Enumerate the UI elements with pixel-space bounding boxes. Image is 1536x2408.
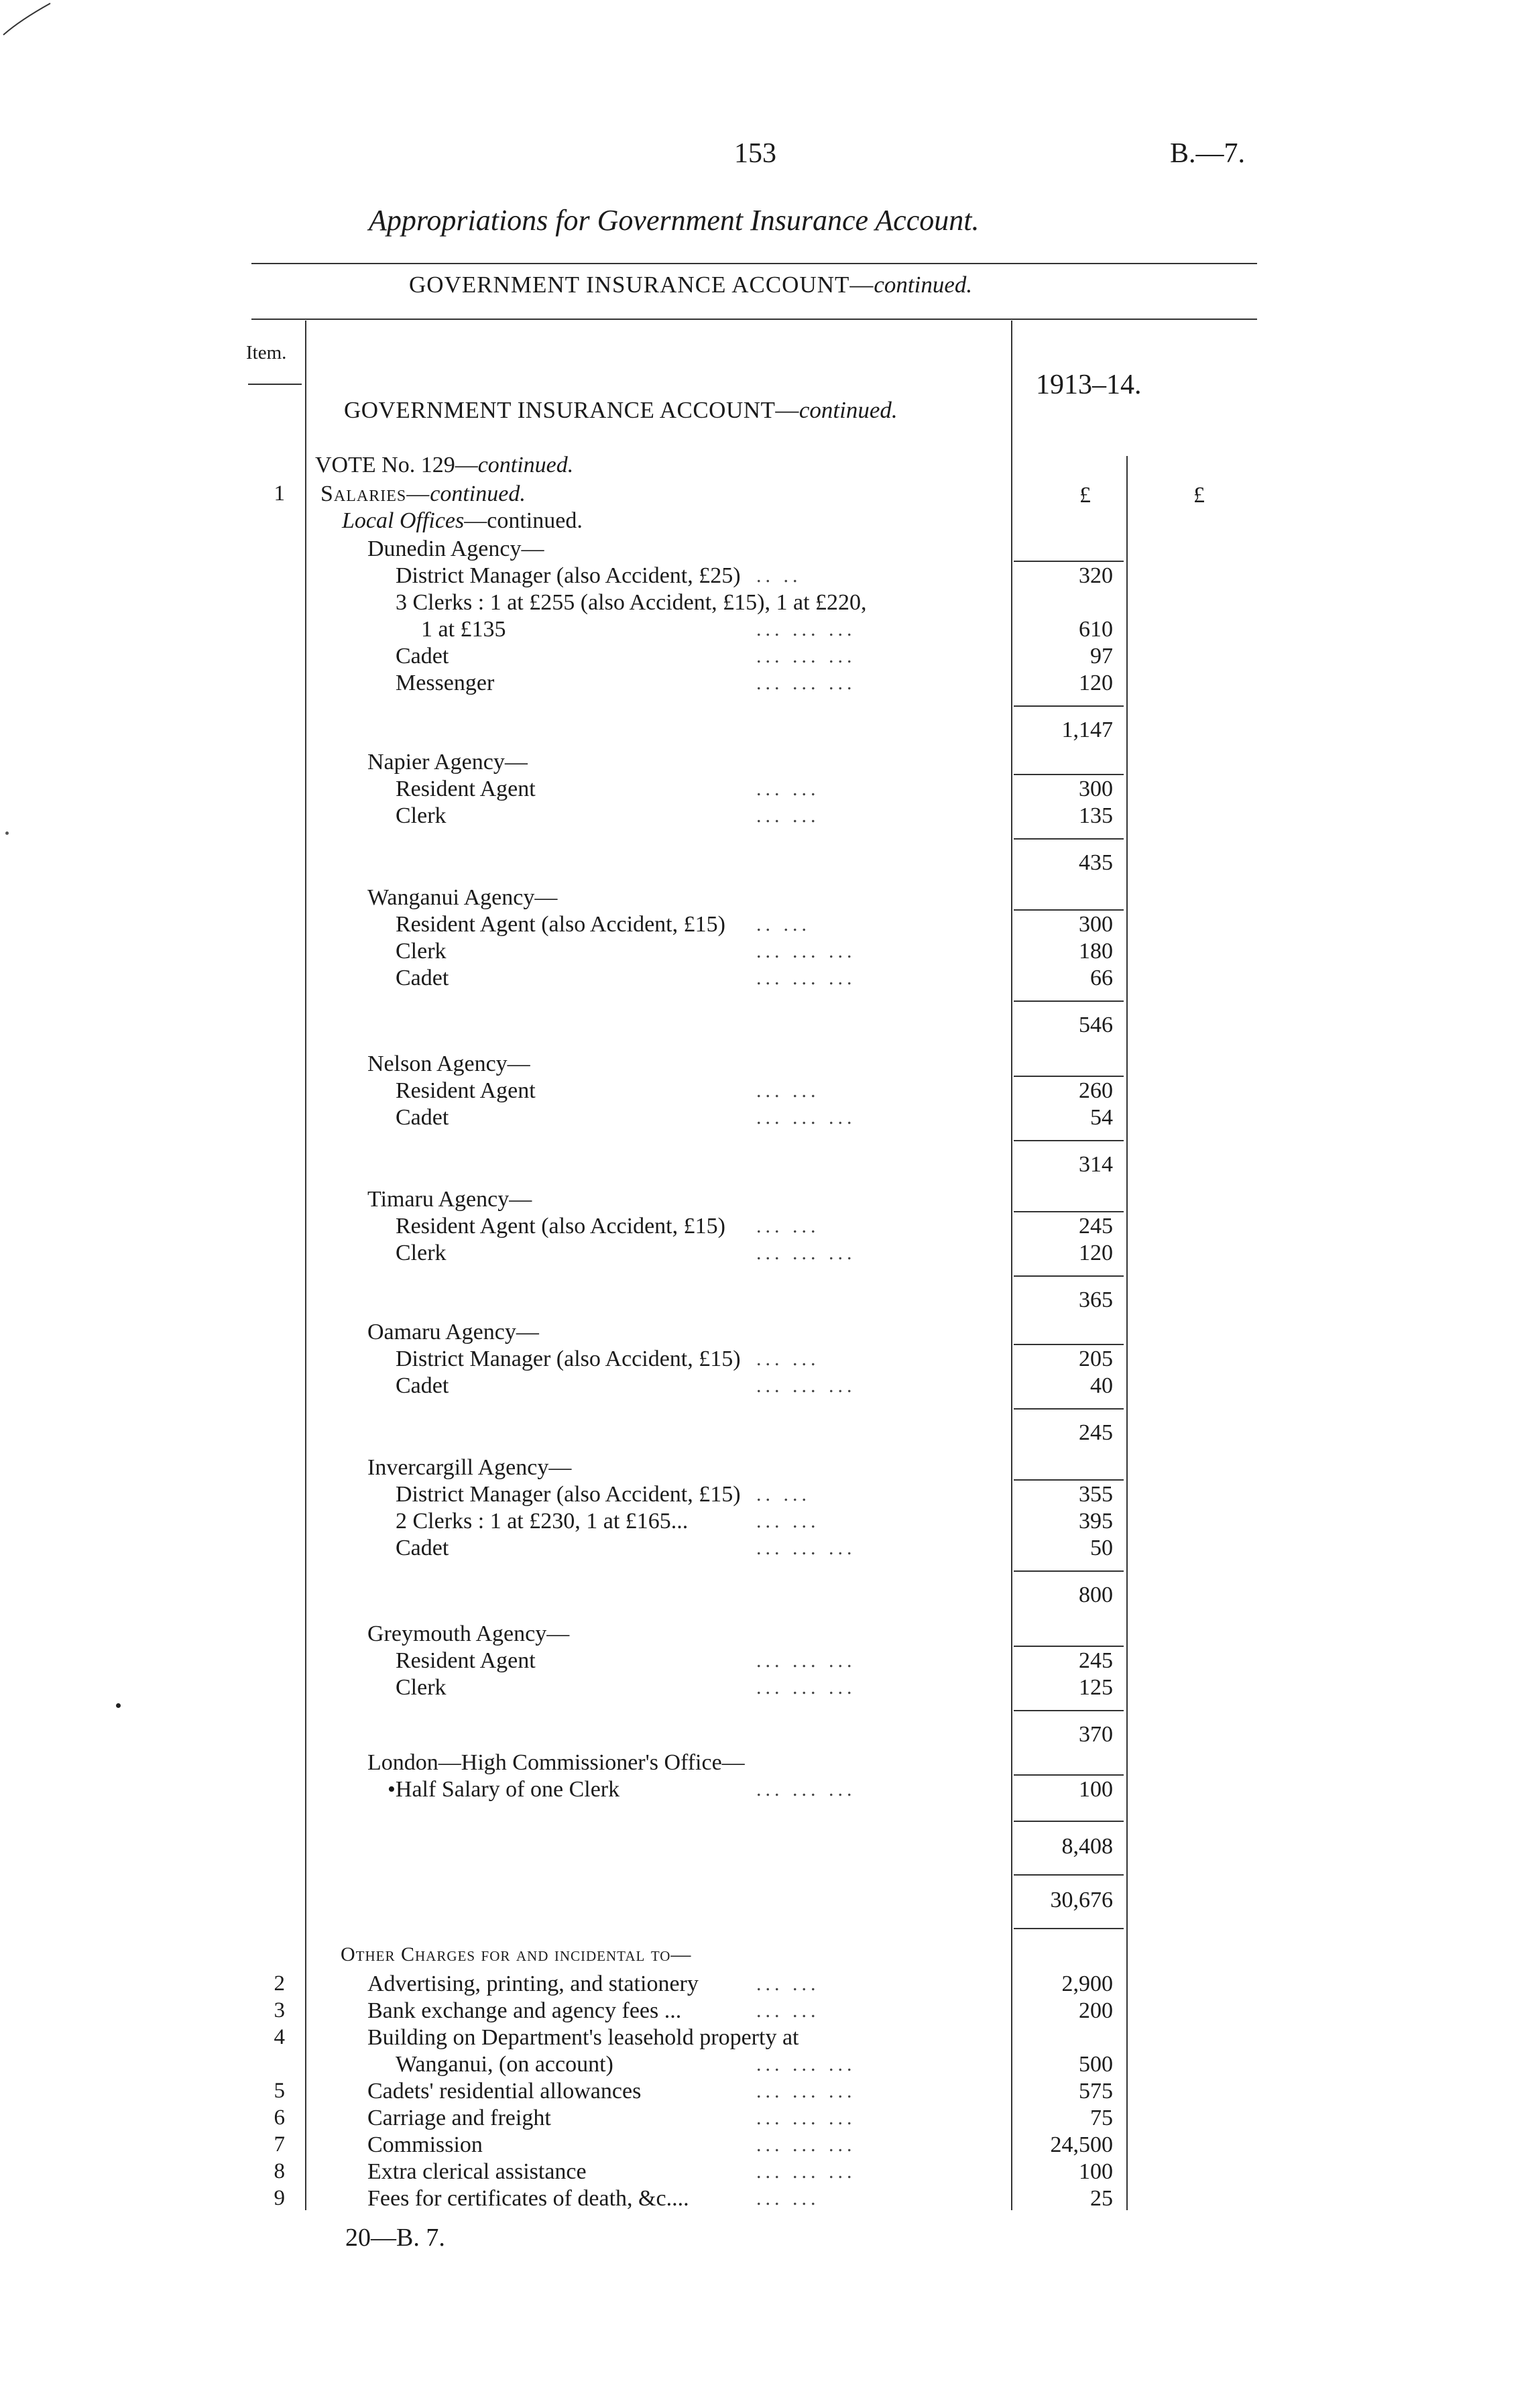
agency-line-dots: ... ... bbox=[756, 1510, 820, 1532]
charge-item-number: 2 bbox=[274, 1971, 285, 1996]
charge-item-text: Carriage and freight bbox=[367, 2106, 551, 2130]
agency-line-amount: 395 bbox=[1079, 1509, 1113, 1534]
london-line: •Half Salary of one Clerk bbox=[388, 1777, 620, 1802]
agency-name: Invercargill Agency— bbox=[367, 1455, 572, 1480]
charge-item-number: 8 bbox=[274, 2159, 285, 2183]
agency-line-amount: 205 bbox=[1079, 1346, 1113, 1371]
agency-line-dots: ... ... ... bbox=[756, 967, 856, 989]
charge-item-text: Commission bbox=[367, 2132, 483, 2157]
agency-line-amount: 260 bbox=[1079, 1078, 1113, 1103]
agency-total: 245 bbox=[1079, 1420, 1113, 1445]
agency-top-rule bbox=[1014, 1344, 1124, 1345]
london-rule bbox=[1014, 1774, 1124, 1776]
agency-line: Cadet bbox=[396, 1105, 449, 1130]
agency-line: Resident Agent bbox=[396, 1648, 536, 1673]
currency-symbol-2: £ bbox=[1193, 483, 1205, 508]
charge-item-number: 6 bbox=[274, 2106, 285, 2130]
item-number: 1 bbox=[274, 481, 285, 506]
agency-line-amount: 245 bbox=[1079, 1214, 1113, 1239]
agency-line: Resident Agent (also Accident, £15) bbox=[396, 912, 725, 937]
charge-item-text: Cadets' residential allowances bbox=[367, 2079, 642, 2104]
agency-line: Clerk bbox=[396, 803, 447, 828]
scan-speck bbox=[116, 1703, 121, 1708]
agency-line-amount: 120 bbox=[1079, 1241, 1113, 1265]
charge-item-amount: 100 bbox=[1079, 2159, 1113, 2184]
agency-total: 314 bbox=[1079, 1152, 1113, 1177]
agency-total-rule bbox=[1014, 1710, 1124, 1711]
local-offices-total-rule bbox=[1014, 1874, 1124, 1876]
agency-line: Cadet bbox=[396, 1536, 449, 1560]
agency-name: Nelson Agency— bbox=[367, 1051, 530, 1076]
amount-column-right-border bbox=[1126, 456, 1128, 2210]
agency-top-rule bbox=[1014, 909, 1124, 911]
agency-line-dots: ... ... bbox=[756, 1215, 820, 1237]
agency-name: Napier Agency— bbox=[367, 750, 528, 775]
local-offices-total: 8,408 bbox=[1061, 1834, 1113, 1859]
agency-total-rule bbox=[1014, 838, 1124, 840]
agency-name: Dunedin Agency— bbox=[367, 536, 544, 561]
charge-item-amount: 500 bbox=[1079, 2052, 1113, 2077]
london-heading: London—High Commissioner's Office— bbox=[367, 1750, 745, 1775]
agency-line-dots: ... ... ... bbox=[756, 1650, 856, 1672]
header-rule-top bbox=[251, 263, 1257, 264]
agency-line-amount: 54 bbox=[1090, 1105, 1113, 1130]
agency-top-rule bbox=[1014, 561, 1124, 562]
charge-item-dots: ... ... ... bbox=[756, 2161, 856, 2183]
agency-line-amount: 120 bbox=[1079, 671, 1113, 695]
agency-total-rule bbox=[1014, 1408, 1124, 1410]
charge-item-amount: 25 bbox=[1090, 2186, 1113, 2211]
local-offices-heading: Local Offices—continued. bbox=[342, 508, 583, 533]
agency-line: District Manager (also Accident, £15) bbox=[396, 1346, 741, 1371]
london-total-rule bbox=[1014, 1821, 1124, 1822]
agency-line-dots: ... ... bbox=[756, 778, 820, 800]
agency-line-dots: ... ... ... bbox=[756, 645, 856, 667]
item-column-header: Item. bbox=[246, 342, 287, 363]
agency-line: District Manager (also Accident, £15) bbox=[396, 1482, 741, 1507]
agency-line-amount: 135 bbox=[1079, 803, 1113, 828]
charge-item-number: 7 bbox=[274, 2132, 285, 2157]
agency-top-rule bbox=[1014, 1076, 1124, 1077]
london-amount: 100 bbox=[1079, 1777, 1113, 1802]
corner-scribble bbox=[0, 0, 60, 40]
item-head-underline bbox=[248, 384, 302, 385]
salaries-heading: Salaries—continued. bbox=[320, 481, 526, 506]
charge-item-dots: ... ... ... bbox=[756, 2053, 856, 2075]
agency-top-rule bbox=[1014, 1479, 1124, 1481]
agency-line: 3 Clerks : 1 at £255 (also Accident, £15), 1 at £220, bbox=[396, 590, 867, 615]
agency-line: Messenger bbox=[396, 671, 495, 695]
agency-line-dots: ... ... ... bbox=[756, 1106, 856, 1129]
charge-item-dots: ... ... ... bbox=[756, 2134, 856, 2156]
charge-item-text: Wanganui, (on account) bbox=[396, 2052, 613, 2077]
agency-total: 1,147 bbox=[1061, 718, 1113, 742]
page-number: 153 bbox=[734, 138, 776, 169]
charge-item-amount: 200 bbox=[1079, 1998, 1113, 2023]
agency-line: Cadet bbox=[396, 644, 449, 669]
charge-item-dots: ... ... bbox=[756, 2000, 820, 2022]
agency-line-dots: ... ... bbox=[756, 1348, 820, 1370]
agency-total: 370 bbox=[1079, 1722, 1113, 1747]
agency-line-dots: .. ... bbox=[756, 1483, 811, 1505]
agency-total-rule bbox=[1014, 705, 1124, 707]
charge-item-text: Extra clerical assistance bbox=[367, 2159, 587, 2184]
agency-name: Greymouth Agency— bbox=[367, 1621, 570, 1646]
vote-heading: VOTE No. 129—continued. bbox=[315, 453, 574, 477]
agency-line-amount: 245 bbox=[1079, 1648, 1113, 1673]
charge-item-number: 3 bbox=[274, 1998, 285, 2022]
header-rule-bottom bbox=[251, 319, 1257, 320]
agency-line-dots: ... ... ... bbox=[756, 618, 856, 640]
agency-line-dots: ... ... ... bbox=[756, 1537, 856, 1559]
agency-name: Timaru Agency— bbox=[367, 1187, 532, 1212]
table-heading: GOVERNMENT INSURANCE ACCOUNT—continued. bbox=[344, 397, 898, 423]
agency-line-amount: 320 bbox=[1079, 563, 1113, 588]
charge-item-dots: ... ... ... bbox=[756, 2107, 856, 2129]
charge-item-amount: 75 bbox=[1090, 2106, 1113, 2130]
agency-line-amount: 40 bbox=[1090, 1373, 1113, 1398]
charge-item-dots: ... ... bbox=[756, 2187, 820, 2210]
year-column-header: 1913–14. bbox=[1036, 369, 1142, 400]
agency-line-amount: 125 bbox=[1079, 1675, 1113, 1700]
agency-total: 546 bbox=[1079, 1013, 1113, 1037]
agency-line: Clerk bbox=[396, 1675, 447, 1700]
currency-symbol-1: £ bbox=[1079, 483, 1091, 508]
agency-line: Clerk bbox=[396, 1241, 447, 1265]
agency-line-amount: 610 bbox=[1079, 617, 1113, 642]
agency-line-amount: 180 bbox=[1079, 939, 1113, 964]
charge-item-amount: 2,900 bbox=[1061, 1971, 1113, 1996]
section-subtitle: GOVERNMENT INSURANCE ACCOUNT—continued. bbox=[409, 272, 973, 298]
agency-line-dots: .. ... bbox=[756, 913, 811, 935]
agency-total-rule bbox=[1014, 1275, 1124, 1277]
charge-item-text: Advertising, printing, and stationery bbox=[367, 1971, 699, 1996]
agency-line-amount: 97 bbox=[1090, 644, 1113, 669]
agency-top-rule bbox=[1014, 774, 1124, 775]
agency-line-dots: ... ... ... bbox=[756, 1676, 856, 1699]
charge-item-dots: ... ... ... bbox=[756, 2080, 856, 2102]
charge-item-number: 4 bbox=[274, 2025, 285, 2049]
other-charges-heading: Other Charges for and incidental to— bbox=[341, 1943, 692, 1965]
agency-line-dots: ... ... bbox=[756, 1080, 820, 1102]
agency-line: Clerk bbox=[396, 939, 447, 964]
london-dots: ... ... ... bbox=[756, 1778, 856, 1800]
charge-item-number: 9 bbox=[274, 2186, 285, 2210]
page-title: Appropriations for Government Insurance Account. bbox=[369, 204, 980, 237]
agency-total-rule bbox=[1014, 1140, 1124, 1141]
agency-total: 800 bbox=[1079, 1583, 1113, 1607]
charge-item-text: Building on Department's leasehold property at bbox=[367, 2025, 799, 2050]
agency-line-dots: .. .. bbox=[756, 565, 802, 587]
agency-line: Resident Agent bbox=[396, 1078, 536, 1103]
agency-line: Resident Agent bbox=[396, 777, 536, 801]
agency-line: 2 Clerks : 1 at £230, 1 at £165... bbox=[396, 1509, 689, 1534]
agency-total: 365 bbox=[1079, 1287, 1113, 1312]
agency-top-rule bbox=[1014, 1646, 1124, 1647]
charge-item-amount: 24,500 bbox=[1050, 2132, 1113, 2157]
agency-name: Oamaru Agency— bbox=[367, 1320, 539, 1344]
agency-line: District Manager (also Accident, £25) bbox=[396, 563, 741, 588]
agency-line-amount: 300 bbox=[1079, 777, 1113, 801]
agency-line-amount: 300 bbox=[1079, 912, 1113, 937]
agency-line-dots: ... ... ... bbox=[756, 672, 856, 694]
agency-line: Resident Agent (also Accident, £15) bbox=[396, 1214, 725, 1239]
agency-line: Cadet bbox=[396, 966, 449, 990]
agency-line: Cadet bbox=[396, 1373, 449, 1398]
agency-line-amount: 355 bbox=[1079, 1482, 1113, 1507]
agency-total: 435 bbox=[1079, 850, 1113, 875]
agency-line-dots: ... ... bbox=[756, 805, 820, 827]
item-column-divider bbox=[305, 321, 306, 2210]
agency-line-dots: ... ... ... bbox=[756, 1375, 856, 1397]
agency-line-amount: 50 bbox=[1090, 1536, 1113, 1560]
agency-name: Wanganui Agency— bbox=[367, 885, 558, 910]
salaries-total: 30,676 bbox=[1050, 1888, 1113, 1912]
charge-item-text: Bank exchange and agency fees ... bbox=[367, 1998, 682, 2023]
page-code: B.—7. bbox=[1170, 138, 1246, 169]
agency-top-rule bbox=[1014, 1211, 1124, 1212]
agency-line: 1 at £135 bbox=[421, 617, 506, 642]
agency-line-amount: 66 bbox=[1090, 966, 1113, 990]
charge-item-dots: ... ... bbox=[756, 1973, 820, 1995]
scan-speck bbox=[5, 832, 9, 835]
charge-item-number: 5 bbox=[274, 2079, 285, 2103]
footer-signature: 20—B. 7. bbox=[345, 2224, 445, 2252]
agency-total-rule bbox=[1014, 1570, 1124, 1572]
agency-line-dots: ... ... ... bbox=[756, 940, 856, 962]
agency-total-rule bbox=[1014, 1000, 1124, 1002]
charge-item-text: Fees for certificates of death, &c.... bbox=[367, 2186, 689, 2211]
charge-item-amount: 575 bbox=[1079, 2079, 1113, 2104]
agency-line-dots: ... ... ... bbox=[756, 1242, 856, 1264]
salaries-total-rule bbox=[1014, 1928, 1124, 1929]
